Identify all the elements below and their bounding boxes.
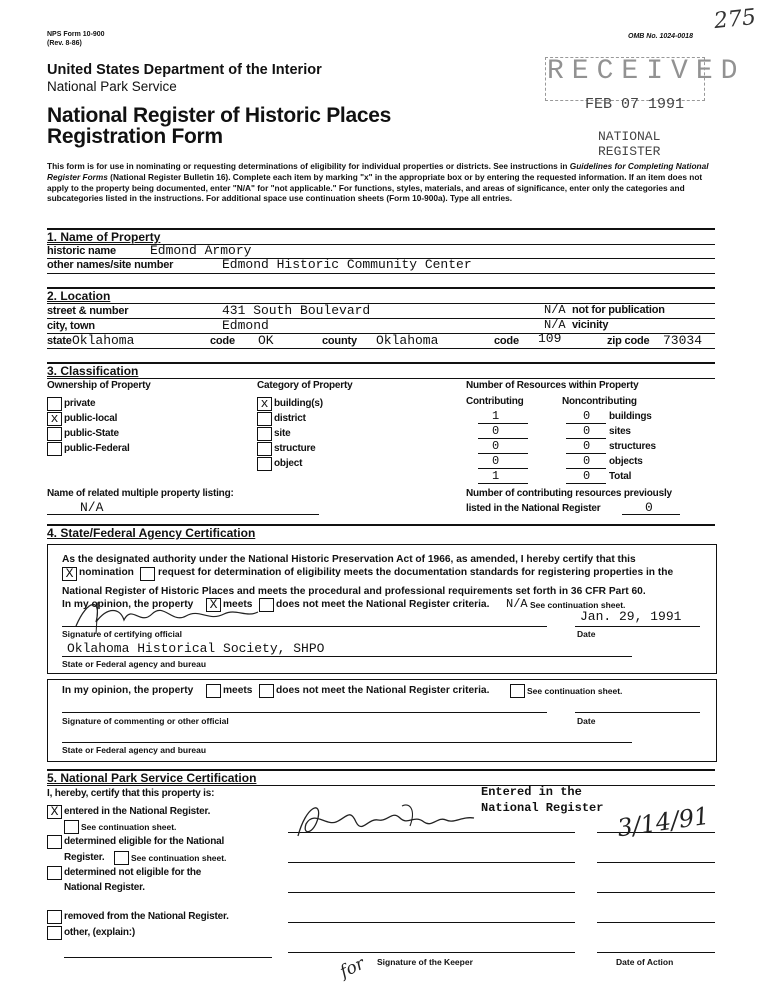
rule xyxy=(288,862,575,863)
other-checkbox[interactable] xyxy=(47,926,62,940)
rule xyxy=(478,453,528,454)
resource-type-label: buildings xyxy=(609,411,652,422)
category-option-checkbox[interactable] xyxy=(257,457,272,471)
agency2-label: State or Federal agency and bureau xyxy=(62,745,207,755)
section-1-title: 1. Name of Property xyxy=(47,230,161,244)
rule xyxy=(597,862,715,863)
signature-label: Signature of certifying official xyxy=(62,629,182,639)
agency-value: Oklahoma Historical Society, SHPO xyxy=(67,641,325,656)
ownership-option-label: private xyxy=(64,398,96,409)
rule xyxy=(622,514,680,515)
request-text: request for determination of eligibility meets the documentation standards for registering properties in the xyxy=(158,567,674,578)
vicinity-label: vicinity xyxy=(572,319,609,331)
page-subtitle: Registration Form xyxy=(47,125,223,148)
opinion2-see-label: See continuation sheet. xyxy=(527,686,623,696)
county-value: Oklahoma xyxy=(376,333,439,348)
removed-checkbox[interactable] xyxy=(47,910,62,924)
rule xyxy=(64,957,272,958)
determined-not-eligible-label-2: National Register. xyxy=(64,882,145,893)
contributing-count: 0 xyxy=(492,424,500,438)
category-option-checkbox[interactable] xyxy=(257,442,272,456)
does-not-meet-label: does not meet the National Register criteria. xyxy=(276,599,490,610)
other-label: other, (explain:) xyxy=(64,927,136,938)
stamp-national: NATIONAL xyxy=(598,129,661,144)
see-cont-2-checkbox[interactable] xyxy=(114,851,129,865)
state-value: Oklahoma xyxy=(72,333,135,348)
noncontributing-count: 0 xyxy=(583,424,591,438)
rule xyxy=(47,514,319,515)
determined-eligible-checkbox[interactable] xyxy=(47,835,62,849)
other-names-label: other names/site number xyxy=(47,259,174,271)
meets-checkbox[interactable]: X xyxy=(206,598,221,612)
ownership-option-checkbox[interactable]: x xyxy=(47,412,62,426)
other-names-value: Edmond Historic Community Center xyxy=(222,257,472,272)
street-label: street & number xyxy=(47,305,129,317)
instructions-guidelines-title: Guidelines for Completing National Register Forms xyxy=(47,161,709,182)
county-label: county xyxy=(322,335,357,347)
rule xyxy=(47,273,715,274)
state-label: state xyxy=(47,335,72,347)
rule xyxy=(62,656,632,657)
rule xyxy=(62,712,547,713)
handwritten-number: 275 xyxy=(712,4,758,35)
determined-not-eligible-checkbox[interactable] xyxy=(47,866,62,880)
meets-label: meets xyxy=(223,599,253,610)
opinion2-dnm-label: does not meet the National Register criteria. xyxy=(276,685,490,696)
instructions-paragraph xyxy=(47,161,715,204)
request-checkbox[interactable] xyxy=(140,567,155,581)
rule xyxy=(288,892,575,893)
keeper-signature-label: Signature of the Keeper xyxy=(377,957,473,967)
city-label: city, town xyxy=(47,320,95,332)
section-5-title: 5. National Park Service Certification xyxy=(47,771,257,785)
cert-line-1: As the designated authority under the National Historic Preservation Act of 1966, as amended, I hereby certify that this xyxy=(62,554,636,565)
previously-listed-label-2: listed in the National Register xyxy=(466,503,601,514)
zip-value: 73034 xyxy=(663,333,703,348)
ownership-option-label: public-Federal xyxy=(64,443,130,454)
agency-name: United States Department of the Interior xyxy=(47,62,322,78)
ownership-option-checkbox[interactable] xyxy=(47,427,62,441)
entered-stamp-line-1: Entered in the xyxy=(481,785,582,799)
state-code-label: code xyxy=(210,335,235,347)
category-option-label: site xyxy=(274,428,291,439)
ownership-option-checkbox[interactable] xyxy=(47,397,62,411)
see-cont-1-label: See continuation sheet. xyxy=(81,822,177,832)
agency-label: State or Federal agency and bureau xyxy=(62,659,207,669)
rule xyxy=(47,318,715,319)
rule xyxy=(47,348,715,349)
entered-stamp-line-2: National Register xyxy=(481,801,604,815)
nomination-checkbox[interactable]: X xyxy=(62,567,77,581)
determined-eligible-label-1: determined eligible for the National xyxy=(64,836,225,847)
rule xyxy=(575,712,700,713)
ownership-heading: Ownership of Property xyxy=(47,380,151,391)
contributing-heading: Contributing xyxy=(466,396,524,407)
received-stamp-frame xyxy=(545,57,705,101)
category-option-label: object xyxy=(274,458,303,469)
category-heading: Category of Property xyxy=(257,380,353,391)
rule xyxy=(597,952,715,953)
stamp-date: FEB 07 1991 xyxy=(585,96,685,113)
section-divider xyxy=(47,362,715,364)
opinion2-see-checkbox[interactable] xyxy=(510,684,525,698)
street-value: 431 South Boulevard xyxy=(222,303,371,318)
for-mark: for xyxy=(336,953,368,983)
date-label: Date xyxy=(577,629,596,639)
category-option-checkbox[interactable]: x xyxy=(257,397,272,411)
historic-name-value: Edmond Armory xyxy=(150,243,252,258)
rule xyxy=(47,785,715,786)
rule xyxy=(478,483,528,484)
opinion2-meets-checkbox[interactable] xyxy=(206,684,221,698)
keeper-signature xyxy=(292,796,482,846)
zip-label: zip code xyxy=(607,335,650,347)
resources-heading: Number of Resources within Property xyxy=(466,380,639,391)
county-code-label: code xyxy=(494,335,519,347)
rule xyxy=(478,423,528,424)
opinion2-meets-label: meets xyxy=(223,685,253,696)
previously-listed-label-1: Number of contributing resources previously xyxy=(466,488,672,499)
resource-type-label: objects xyxy=(609,456,643,467)
entered-label: entered in the National Register. xyxy=(64,806,211,817)
see-cont-1-checkbox[interactable] xyxy=(64,820,79,834)
noncontributing-count: 0 xyxy=(583,454,591,468)
rule xyxy=(566,483,606,484)
signature2-label: Signature of commenting or other official xyxy=(62,716,229,726)
nomination-label: nomination xyxy=(79,567,134,578)
rule xyxy=(597,922,715,923)
entered-checkbox[interactable]: X xyxy=(47,805,62,819)
opinion2-prefix: In my opinion, the property xyxy=(62,685,194,696)
rule xyxy=(597,892,715,893)
see-cont-2-label: See continuation sheet. xyxy=(131,853,227,863)
action-date-value: 3/14/91 xyxy=(615,801,712,843)
state-code-value: OK xyxy=(258,333,274,348)
ownership-option-checkbox[interactable] xyxy=(47,442,62,456)
ownership-option-label: public-State xyxy=(64,428,119,439)
contributing-count: 0 xyxy=(492,454,500,468)
rule xyxy=(288,922,575,923)
previously-listed-value: 0 xyxy=(645,500,653,515)
rule xyxy=(62,742,632,743)
category-option-label: building(s) xyxy=(274,398,323,409)
continuation-na-mark: N/A xyxy=(506,597,528,611)
category-option-checkbox[interactable] xyxy=(257,427,272,441)
nps-intro: I, hereby, certify that this property is: xyxy=(47,788,215,799)
not-for-publication-mark: N/A xyxy=(544,303,566,317)
determined-eligible-label-2: Register. xyxy=(64,852,105,863)
rule xyxy=(47,378,715,379)
historic-name-label: historic name xyxy=(47,245,116,257)
resource-type-label: structures xyxy=(609,441,656,452)
noncontributing-count: 0 xyxy=(583,469,591,483)
section-divider xyxy=(47,287,715,289)
section-4-title: 4. State/Federal Agency Certification xyxy=(47,526,256,540)
form-revision: (Rev. 8-86) xyxy=(47,40,82,47)
rule xyxy=(288,952,575,953)
multiple-property-label: Name of related multiple property listing: xyxy=(47,488,234,499)
category-option-checkbox[interactable] xyxy=(257,412,272,426)
omb-number: OMB No. 1024-0018 xyxy=(628,33,693,40)
resource-type-label: sites xyxy=(609,426,631,437)
category-option-label: structure xyxy=(274,443,316,454)
opinion-prefix: In my opinion, the property xyxy=(62,599,194,610)
contributing-count: 1 xyxy=(492,409,500,423)
date2-label: Date xyxy=(577,716,596,726)
not-for-publication-label: not for publication xyxy=(572,304,665,316)
form-number: NPS Form 10-900 xyxy=(47,31,105,38)
instructions-text-2: (National Register Bulletin 16). Complete each item by marking "x" in the appropriate box or by entering the requested information. If an item does not apply to the property being documented, enter "N/A" for "not applicable." For functions, styles, materials, and areas of significance, enter only the categories and subcategories listed in the instructions. For additional space use continuation sheets (Form 10-900a). Type all entries. xyxy=(47,171,703,204)
removed-label: removed from the National Register. xyxy=(64,911,229,922)
noncontributing-count: 0 xyxy=(583,439,591,453)
ownership-option-label: public-local xyxy=(64,413,118,424)
multiple-property-value: N/A xyxy=(80,500,104,515)
date-of-action-label: Date of Action xyxy=(616,957,674,967)
rule xyxy=(478,468,528,469)
contributing-count: 1 xyxy=(492,469,500,483)
section-3-title: 3. Classification xyxy=(47,364,139,378)
instructions-text-1: This form is for use in nominating or requesting determinations of eligibility for individual properties or districts. See instructions in xyxy=(47,161,570,171)
vicinity-mark: N/A xyxy=(544,318,566,332)
determined-not-eligible-label-1: determined not eligible for the xyxy=(64,867,202,878)
city-value: Edmond xyxy=(222,318,269,333)
rule xyxy=(478,438,528,439)
noncontributing-count: 0 xyxy=(583,409,591,423)
rule xyxy=(47,244,715,245)
service-name: National Park Service xyxy=(47,79,177,94)
rule xyxy=(62,626,547,627)
county-code-value: 109 xyxy=(538,331,562,346)
stamp-register: REGISTER xyxy=(598,144,661,159)
contributing-count: 0 xyxy=(492,439,500,453)
certification-date-value: Jan. 29, 1991 xyxy=(580,609,682,624)
received-stamp: RECEIVED xyxy=(547,56,746,87)
opinion2-dnm-checkbox[interactable] xyxy=(259,684,274,698)
noncontributing-heading: Noncontributing xyxy=(562,396,637,407)
rule xyxy=(575,626,700,627)
category-option-label: district xyxy=(274,413,306,424)
page-title: National Register of Historic Places xyxy=(47,104,391,127)
section-2-title: 2. Location xyxy=(47,289,111,303)
cert-line-3: National Register of Historic Places and meets the procedural and professional requirements set forth in 36 CFR Part 60. xyxy=(62,586,646,597)
resource-type-label: Total xyxy=(609,471,632,482)
see-continuation-label: See continuation sheet. xyxy=(530,600,626,610)
